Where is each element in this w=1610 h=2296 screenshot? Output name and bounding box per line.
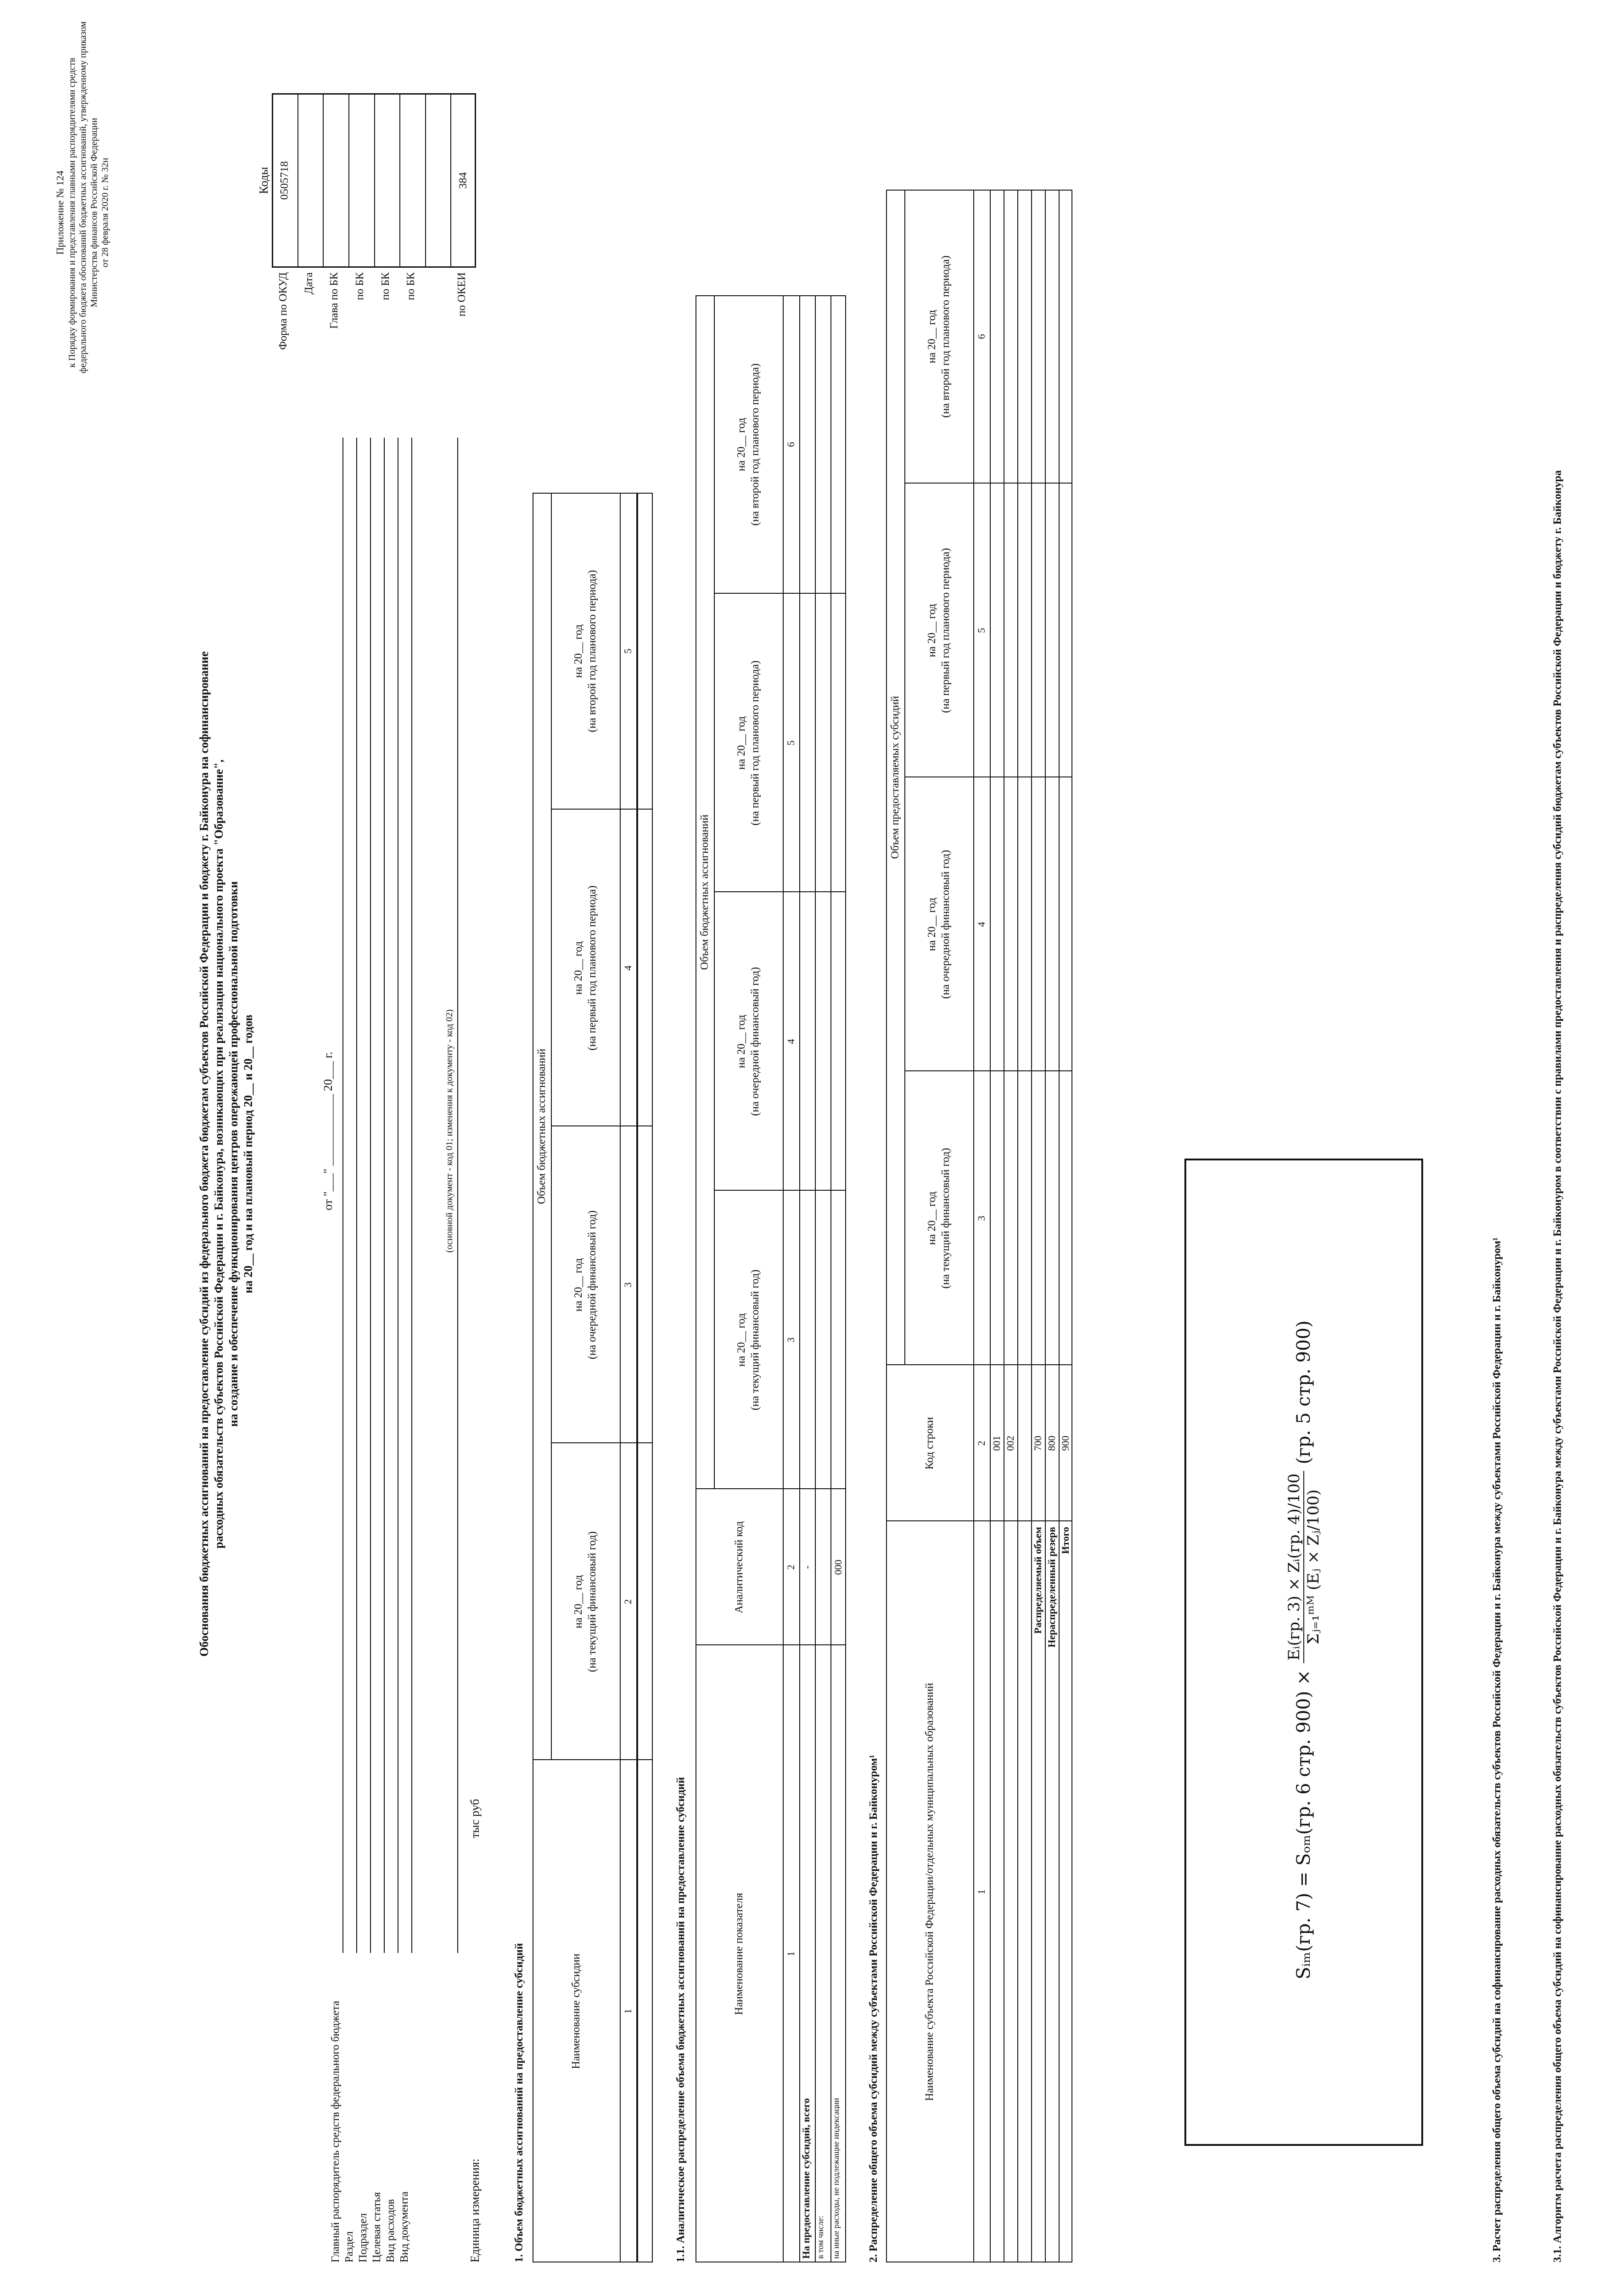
section11-col-header	[714, 295, 783, 594]
section2-col-header	[904, 190, 973, 484]
section2-value-cell[interactable]	[990, 190, 1004, 484]
unit-label: Единица измерения:	[468, 2158, 482, 2262]
field-label: Главный распорядитель средств федерального бюджета	[330, 2001, 342, 2262]
field-label: Целевая статья	[371, 2192, 383, 2262]
section11-value-cell[interactable]	[799, 295, 815, 594]
section2-row-code: 900	[1060, 1435, 1071, 1451]
section11-value-cell[interactable]	[830, 1191, 846, 1489]
appendix-line-3: федерального бюджета обоснований бюджетных ассигнований, утвержденному приказом	[78, 21, 88, 373]
section1-col-number: 1	[622, 2009, 634, 2014]
section1-col-name: Наименование субсидии	[570, 1953, 582, 2069]
section2-value-cell[interactable]	[1045, 777, 1059, 1071]
section2-value-cell[interactable]	[1031, 484, 1045, 777]
section2-row-code: 800	[1046, 1435, 1058, 1451]
section2-col-code: Код строки	[924, 1417, 936, 1470]
col-header-year: на 20__ год	[572, 624, 584, 678]
section2-value-cell[interactable]	[1004, 190, 1017, 484]
formula-inner-num: Eᵢ(гр. 3) × Zᵢ(гр. 4)/100	[1285, 1471, 1304, 1663]
codes-value[interactable]	[399, 93, 425, 268]
section2-col-name: Наименование субъекта Российской Федерации/отдельных муниципальных образований	[924, 1683, 936, 2101]
section2-row-name: Нераспределенный резерв	[1046, 1527, 1057, 1648]
codes-header: Коды	[257, 167, 270, 194]
section2-value-cell[interactable]	[1045, 1071, 1059, 1365]
section3-title: 3. Расчет распределения общего объема субсидий на софинансирование расходных обязательств субъектов Российской Федерации и г. Байконура между субъектами Российской Федерации и г. Байконуром¹	[1491, 1237, 1503, 2262]
section2-group-header: Объем предоставляемых субсидий	[889, 696, 901, 859]
section11-row-name: в том числе:	[816, 2216, 825, 2259]
section2-value-cell[interactable]	[1004, 777, 1017, 1071]
col-header-period: (на второй год планового периода)	[586, 570, 598, 732]
col-header-year: на 20__ год	[572, 1258, 584, 1312]
section1-col-number: 3	[622, 1282, 634, 1288]
section2-col-number: 6	[976, 334, 987, 339]
title-line-4: на 20__ год и на плановый период 20__ и 20__ годов	[241, 1014, 255, 1294]
section2-row-code: 002	[1004, 1435, 1016, 1451]
section2-value-cell[interactable]	[1004, 484, 1017, 777]
field-underline	[370, 438, 371, 1953]
col-header-period: (на текущий финансовый год)	[586, 1531, 598, 1672]
section2-row-code: 700	[1032, 1435, 1044, 1451]
col-header-year: на 20__ год	[572, 941, 584, 995]
section11-row-code: 000	[832, 1559, 844, 1575]
codes-value[interactable]: 0505718	[278, 161, 291, 200]
section2-value-cell[interactable]	[1017, 484, 1031, 777]
section11-col-number: 5	[785, 740, 797, 746]
section1-col-number: 2	[622, 1599, 634, 1604]
field-underline	[342, 438, 343, 1953]
appendix-line-5: от 28 февраля 2020 г. № 32н	[100, 158, 110, 268]
field-underline	[411, 438, 412, 1953]
section1-title: 1. Объем бюджетных ассигнований на предоставление субсидий	[513, 1943, 525, 2262]
section2-value-cell[interactable]	[1017, 190, 1031, 484]
section2-col-number: 1	[976, 1889, 987, 1895]
section2-value-cell[interactable]	[1059, 190, 1072, 484]
col-header-year: на 20__ год	[735, 716, 747, 770]
section2-value-cell[interactable]	[1059, 1071, 1072, 1365]
section1-value-cell[interactable]	[636, 493, 653, 810]
codes-label: Форма по ОКУД	[277, 272, 289, 350]
section1-col-header	[551, 810, 620, 1126]
section2-value-cell[interactable]	[1031, 1071, 1045, 1365]
section2-value-cell[interactable]	[1045, 190, 1059, 484]
section11-value-cell[interactable]	[815, 1191, 830, 1489]
section2-col-header	[904, 777, 973, 1071]
section1-value-cell[interactable]	[636, 810, 653, 1126]
formula-fraction	[1285, 1471, 1323, 1663]
codes-value[interactable]	[348, 93, 374, 268]
section11-col-number: 4	[785, 1039, 797, 1044]
section1-col-header	[551, 493, 620, 810]
codes-value[interactable]	[374, 93, 400, 268]
section11-row-name: на иные расходы, не подлежащие индексации	[831, 2098, 841, 2259]
section11-value-cell[interactable]	[830, 892, 846, 1191]
title-line-2: расходных обязательств субъектов Российской Федерации и г. Байконура, возникающих при реализации национального проекта "Образование",	[212, 759, 225, 1549]
col-header-year: на 20__ год	[735, 1014, 747, 1069]
section11-value-cell[interactable]	[815, 594, 830, 892]
section11-value-cell[interactable]	[830, 295, 846, 594]
codes-label: по ОКЕИ	[456, 272, 468, 317]
codes-label: по БК	[379, 272, 392, 300]
section2-value-cell[interactable]	[1059, 484, 1072, 777]
section2-col-number: 2	[976, 1441, 987, 1446]
section2-col-number: 5	[976, 628, 987, 633]
section2-value-cell[interactable]	[1059, 777, 1072, 1071]
section1-col-header	[551, 1126, 620, 1443]
section2-row-code: 001	[991, 1435, 1003, 1451]
field-label: Подраздел	[357, 2213, 369, 2262]
section2-col-header	[904, 484, 973, 777]
section1-group-header: Объем бюджетных ассигнований	[536, 1048, 548, 1204]
doc-type-hint: (основной документ - код 01; изменения к документу - код 02)	[444, 1009, 454, 1253]
appendix-line-1: Приложение № 124	[54, 170, 66, 255]
unit-value: тыс руб	[468, 1799, 482, 1838]
codes-value[interactable]	[323, 93, 348, 268]
field-underline	[384, 438, 385, 1953]
date-line: от "___" ____________ 20___ г.	[321, 1052, 335, 1210]
thick-divider	[636, 493, 638, 2262]
field-underline	[356, 438, 357, 1953]
formula-inner-den: Σⱼ₌₁ᵐᴹ (Eⱼ × Zⱼ/100)	[1304, 1489, 1323, 1645]
section2-row-name: Распределяемый объем	[1032, 1527, 1043, 1634]
section2-col-header	[904, 1071, 973, 1365]
codes-label: по БК	[405, 272, 417, 300]
section11-value-cell[interactable]	[815, 295, 830, 594]
section2-value-cell[interactable]	[1017, 1071, 1031, 1365]
formula	[1267, 1172, 1341, 2127]
section1-value-cell[interactable]	[636, 1443, 653, 1760]
formula-tail: (гр. 5 стр. 900)	[1293, 1320, 1314, 1464]
title-line-3: на создание и обеспечение функционирования центров опережающей профессиональной подготовки	[227, 881, 240, 1427]
section11-value-cell[interactable]	[799, 1191, 815, 1489]
col-header-year: на 20__ год	[926, 310, 938, 364]
section11-col-name: Наименование показателя	[733, 1893, 745, 2015]
section11-row-name: На предоставление субсидий, всего	[800, 2098, 812, 2259]
section11-value-cell[interactable]	[799, 594, 815, 892]
section11-col-header	[714, 594, 783, 892]
section2-row-code	[1017, 1365, 1031, 1521]
section2-title: 2. Распределение общего объема субсидий между субъектами Российской Федерации и г. Байконуром¹	[868, 1755, 880, 2262]
formula-lhs: Sᵢₘ(гр. 7) = Sₒₘ(гр. 6 стр. 900) ×	[1293, 1670, 1314, 1980]
section2-value-cell[interactable]	[1004, 1071, 1017, 1365]
codes-label: по БК	[353, 272, 366, 300]
section1-value-cell[interactable]	[636, 1126, 653, 1443]
section11-col-number: 3	[785, 1337, 797, 1343]
section11-title: 1.1. Аналитическое распределение объема бюджетных ассигнований на предоставление субсидий	[675, 1777, 687, 2262]
col-header-period: (на очередной финансовый год)	[586, 1210, 598, 1360]
field-label: Раздел	[343, 2231, 355, 2262]
col-header-year: на 20__ год	[735, 1313, 747, 1367]
col-header-period: (на первый год планового периода)	[586, 885, 598, 1051]
section11-col-number: 6	[785, 442, 797, 447]
field-label: Вид расходов	[385, 2199, 397, 2262]
section1-col-header	[551, 1443, 620, 1760]
appendix-line-2: к Порядку формирования и представления главными распорядителями средств	[67, 57, 77, 368]
section11-value-cell[interactable]	[830, 594, 846, 892]
col-header-year: на 20__ год	[926, 1191, 938, 1245]
section11-group-header: Объем бюджетных ассигнований	[699, 814, 711, 970]
section1-col-number: 5	[622, 648, 634, 654]
col-header-year: на 20__ год	[926, 603, 938, 658]
section2-value-cell[interactable]	[1017, 777, 1031, 1071]
field-label: Вид документа	[398, 2191, 410, 2262]
section2-value-cell[interactable]	[990, 484, 1004, 777]
section11-col-header	[714, 892, 783, 1191]
section1-col-number: 4	[622, 965, 634, 971]
section2-col-number: 4	[976, 922, 987, 927]
section2-value-cell[interactable]	[990, 777, 1004, 1071]
section11-row-code: -	[801, 1565, 813, 1569]
codes-value[interactable]	[297, 93, 323, 268]
section11-col-number: 2	[785, 1564, 797, 1570]
col-header-period: (на очередной финансовый год)	[940, 850, 952, 999]
section2-value-cell[interactable]	[1031, 190, 1045, 484]
section11-value-cell[interactable]	[815, 892, 830, 1191]
section2-value-cell[interactable]	[990, 1071, 1004, 1365]
col-header-period: (на текущий финансовый год)	[940, 1148, 952, 1289]
title-line-1: Обоснования бюджетных ассигнований на предоставление субсидий из федерального бюджета бюджетам субъектов Российской Федерации и бюджету г. Байконура на софинансирование	[197, 651, 211, 1657]
section11-row-code	[815, 1489, 830, 1645]
section31-title: 3.1. Алгоритм расчета распределения общего объема субсидий на софинансирование расходных обязательств субъектов Российской Федерации и г. Байконура между субъектами Российской Федерации и г. Байконуром в соответствии с правилами предоставления и распределения субсидий бюджетам субъектов Российской Федерации и бюджету г. Байконура	[1552, 470, 1564, 2262]
section2-row-name: Итого	[1060, 1527, 1071, 1554]
section2-col-number: 3	[976, 1216, 987, 1221]
col-header-period: (на второй год планового периода)	[749, 363, 761, 526]
col-header-period: (на первый год планового периода)	[940, 548, 952, 713]
col-header-year: на 20__ год	[926, 897, 938, 951]
section11-value-cell[interactable]	[799, 892, 815, 1191]
section2-value-cell[interactable]	[1031, 777, 1045, 1071]
col-header-period: (на очередной финансовый год)	[749, 967, 761, 1116]
col-header-period: (на второй год планового периода)	[940, 255, 952, 418]
section11-col-code: Аналитический код	[733, 1521, 745, 1614]
appendix-line-4: Министерства финансов Российской Федерации	[89, 118, 99, 308]
section2-value-cell[interactable]	[1045, 484, 1059, 777]
codes-label: Дата	[303, 272, 315, 294]
col-header-year: на 20__ год	[572, 1575, 584, 1629]
col-header-period: (на текущий финансовый год)	[749, 1269, 761, 1411]
col-header-period: (на первый год планового периода)	[749, 660, 761, 826]
col-header-year: на 20__ год	[735, 417, 747, 472]
unit-underline	[457, 438, 458, 1953]
codes-label: Глава по БК	[328, 272, 341, 329]
section11-col-number: 1	[785, 1951, 797, 1957]
codes-value[interactable]: 384	[457, 172, 470, 189]
section11-col-header	[714, 1191, 783, 1489]
codes-value[interactable]	[425, 93, 451, 268]
